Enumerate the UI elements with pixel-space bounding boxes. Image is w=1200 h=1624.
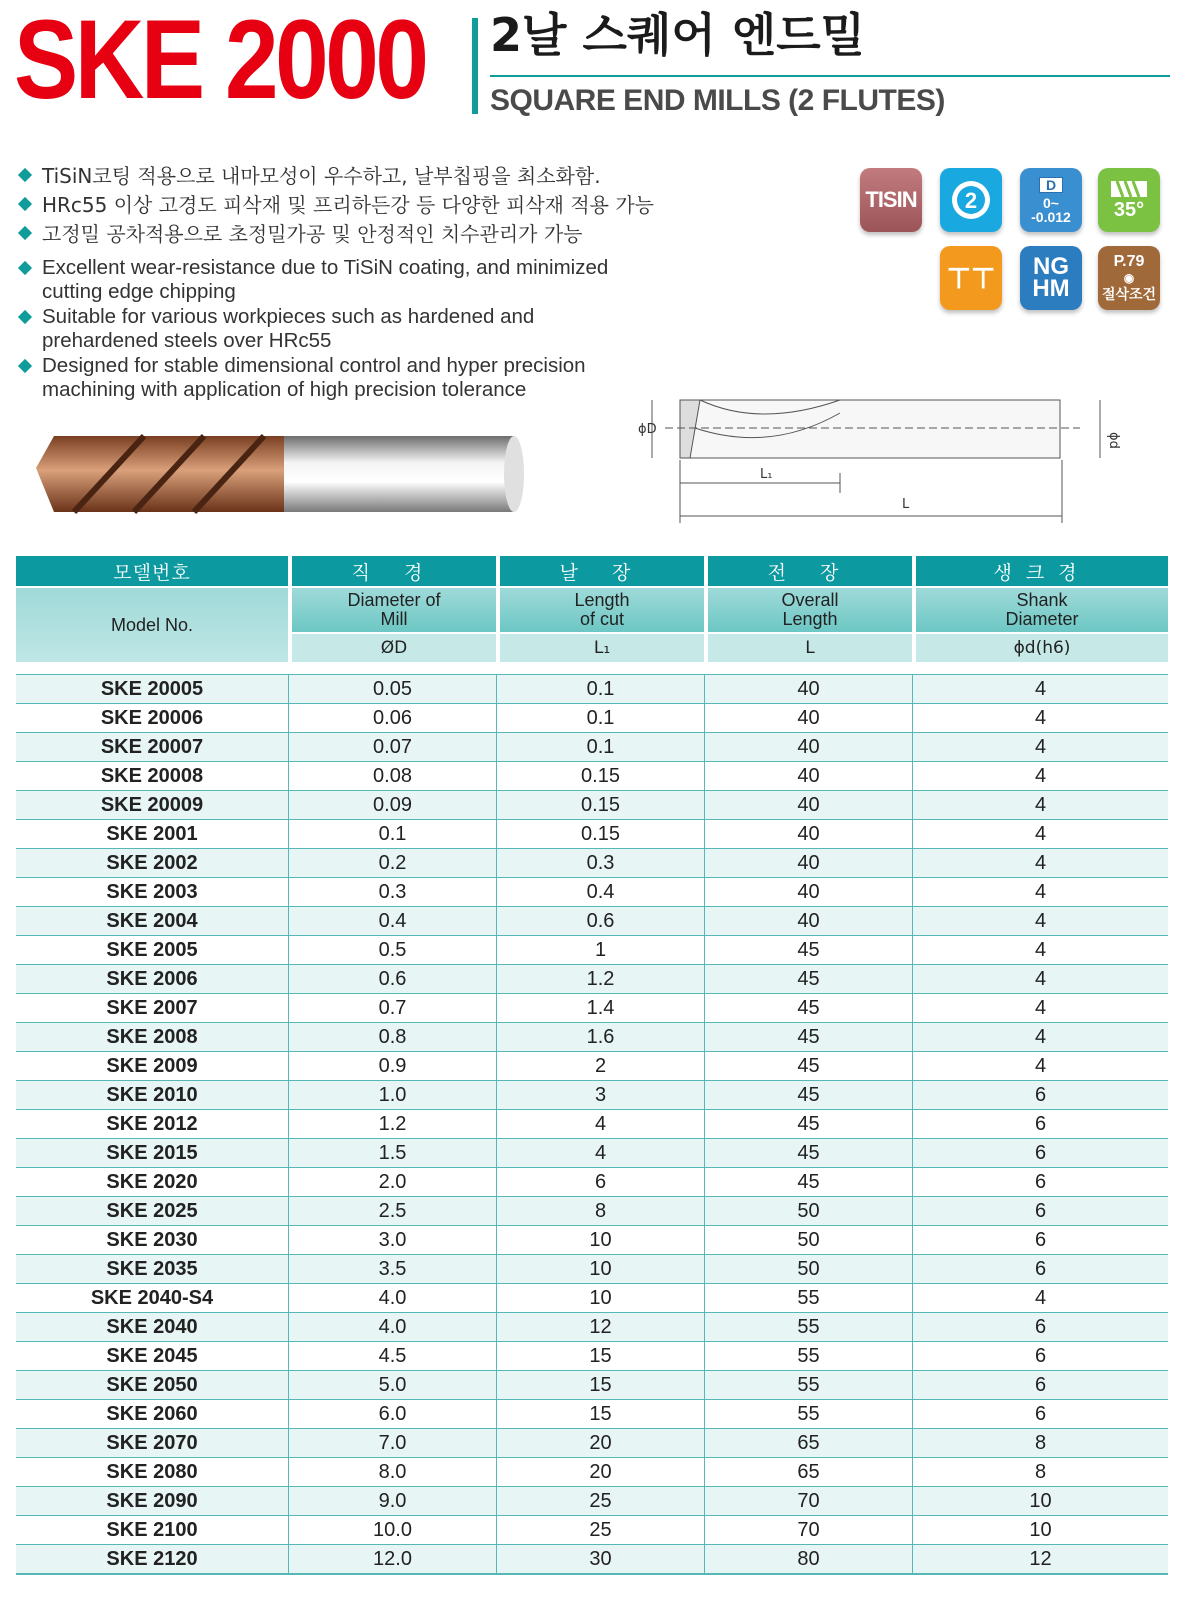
cell-shank-diameter: 4 (912, 964, 1168, 993)
table-row (16, 732, 1168, 761)
cell-diameter: 0.06 (288, 703, 496, 732)
cell-diameter: 10.0 (288, 1515, 496, 1544)
cell-diameter: 0.4 (288, 906, 496, 935)
cell-model: SKE 2045 (16, 1341, 288, 1370)
cell-model: SKE 2030 (16, 1225, 288, 1254)
cell-shank-diameter: 4 (912, 732, 1168, 761)
cell-model: SKE 2003 (16, 877, 288, 906)
cell-length-of-cut: 10 (496, 1225, 704, 1254)
cell-overall-length: 45 (704, 993, 912, 1022)
cell-model: SKE 2010 (16, 1080, 288, 1109)
cell-model: SKE 2040 (16, 1312, 288, 1341)
cell-diameter: 0.8 (288, 1022, 496, 1051)
table-header (16, 556, 1168, 674)
cell-diameter: 1.2 (288, 1109, 496, 1138)
col-header-shank-ko: 생크경 (912, 556, 1168, 586)
cell-shank-diameter: 6 (912, 1080, 1168, 1109)
cell-overall-length: 45 (704, 1167, 912, 1196)
feature-list-english (20, 256, 662, 403)
cell-length-of-cut: 3 (496, 1080, 704, 1109)
cell-model: SKE 20005 (16, 674, 288, 703)
cell-overall-length: 45 (704, 1109, 912, 1138)
col-header-diameter-en: Diameter of Mill (288, 586, 496, 632)
cell-shank-diameter: 6 (912, 1109, 1168, 1138)
cell-shank-diameter: 6 (912, 1138, 1168, 1167)
cell-diameter: 3.5 (288, 1254, 496, 1283)
cell-length-of-cut: 4 (496, 1109, 704, 1138)
cell-length-of-cut: 0.1 (496, 732, 704, 761)
coating-tisin-icon: TISIN (860, 168, 922, 232)
table-row (16, 703, 1168, 732)
cell-shank-diameter: 6 (912, 1196, 1168, 1225)
cell-diameter: 0.5 (288, 935, 496, 964)
table-row (16, 1051, 1168, 1080)
cell-overall-length: 55 (704, 1370, 912, 1399)
cell-model: SKE 2001 (16, 819, 288, 848)
col-header-model-ko: 모델번호 (16, 556, 288, 586)
cell-overall-length: 55 (704, 1341, 912, 1370)
cell-overall-length: 45 (704, 935, 912, 964)
cell-model: SKE 2070 (16, 1428, 288, 1457)
cell-overall-length: 45 (704, 964, 912, 993)
cell-model: SKE 2005 (16, 935, 288, 964)
table-row (16, 761, 1168, 790)
cell-diameter: 0.7 (288, 993, 496, 1022)
cell-model: SKE 2060 (16, 1399, 288, 1428)
cell-diameter: 0.6 (288, 964, 496, 993)
cell-model: SKE 2020 (16, 1167, 288, 1196)
dimension-drawing (640, 398, 1170, 538)
cell-overall-length: 40 (704, 906, 912, 935)
product-series-title: SKE 2000 (14, 0, 426, 122)
col-symbol-diameter: ØD (288, 632, 496, 662)
col-symbol-overall: L (704, 632, 912, 662)
cell-model: SKE 2120 (16, 1544, 288, 1575)
cell-overall-length: 40 (704, 732, 912, 761)
feature-list-korean (20, 162, 662, 249)
table-row (16, 790, 1168, 819)
cell-length-of-cut: 0.15 (496, 761, 704, 790)
two-flute-icon (940, 168, 1002, 232)
cell-shank-diameter: 6 (912, 1341, 1168, 1370)
cell-shank-diameter: 8 (912, 1457, 1168, 1486)
cell-length-of-cut: 4 (496, 1138, 704, 1167)
cell-model: SKE 2090 (16, 1486, 288, 1515)
table-row (16, 1254, 1168, 1283)
cell-overall-length: 65 (704, 1428, 912, 1457)
cell-overall-length: 55 (704, 1312, 912, 1341)
cell-model: SKE 2004 (16, 906, 288, 935)
cell-overall-length: 45 (704, 1051, 912, 1080)
cell-shank-diameter: 10 (912, 1486, 1168, 1515)
cell-length-of-cut: 10 (496, 1254, 704, 1283)
cell-diameter: 0.08 (288, 761, 496, 790)
col-symbol-shank: ϕd(h6) (912, 632, 1168, 662)
table-row (16, 1167, 1168, 1196)
cell-shank-diameter: 4 (912, 906, 1168, 935)
cell-diameter: 1.5 (288, 1138, 496, 1167)
cell-length-of-cut: 30 (496, 1544, 704, 1575)
cell-length-of-cut: 6 (496, 1167, 704, 1196)
cell-model: SKE 2015 (16, 1138, 288, 1167)
diamond-bullet-icon (18, 226, 32, 240)
cell-diameter: 0.07 (288, 732, 496, 761)
cell-model: SKE 2100 (16, 1515, 288, 1544)
cell-shank-diameter: 4 (912, 1022, 1168, 1051)
table-row (16, 1370, 1168, 1399)
cell-length-of-cut: 20 (496, 1457, 704, 1486)
cell-overall-length: 55 (704, 1283, 912, 1312)
cell-model: SKE 20006 (16, 703, 288, 732)
cell-length-of-cut: 0.6 (496, 906, 704, 935)
cell-length-of-cut: 1.4 (496, 993, 704, 1022)
cell-length-of-cut: 20 (496, 1428, 704, 1457)
table-row (16, 674, 1168, 703)
title-divider (472, 18, 478, 114)
cell-overall-length: 40 (704, 674, 912, 703)
product-title-korean: 2날 스퀘어 엔드밀 (490, 8, 866, 62)
cell-length-of-cut: 0.1 (496, 674, 704, 703)
cell-model: SKE 2025 (16, 1196, 288, 1225)
cell-model: SKE 2009 (16, 1051, 288, 1080)
cell-shank-diameter: 4 (912, 703, 1168, 732)
cell-diameter: 2.0 (288, 1167, 496, 1196)
table-row (16, 1544, 1168, 1575)
cell-overall-length: 45 (704, 1080, 912, 1109)
feature-item: HRc55 이상 고경도 피삭재 및 프리하든강 등 다양한 피삭재 적용 가능 (20, 191, 662, 220)
cell-shank-diameter: 4 (912, 848, 1168, 877)
cell-overall-length: 40 (704, 848, 912, 877)
table-row (16, 877, 1168, 906)
cell-shank-diameter: 8 (912, 1428, 1168, 1457)
cell-length-of-cut: 2 (496, 1051, 704, 1080)
cell-diameter: 6.0 (288, 1399, 496, 1428)
cell-length-of-cut: 0.3 (496, 848, 704, 877)
cell-model: SKE 2008 (16, 1022, 288, 1051)
cell-shank-diameter: 6 (912, 1225, 1168, 1254)
cell-diameter: 5.0 (288, 1370, 496, 1399)
cell-diameter: 0.05 (288, 674, 496, 703)
table-row (16, 993, 1168, 1022)
table-row (16, 1080, 1168, 1109)
cell-length-of-cut: 1.6 (496, 1022, 704, 1051)
cell-diameter: 4.0 (288, 1283, 496, 1312)
dim-phi-d-label: ϕD (638, 422, 657, 437)
cell-overall-length: 40 (704, 761, 912, 790)
table-row (16, 1515, 1168, 1544)
cell-diameter: 12.0 (288, 1544, 496, 1575)
cell-length-of-cut: 0.1 (496, 703, 704, 732)
cell-model: SKE 2035 (16, 1254, 288, 1283)
col-header-shank-en: Shank Diameter (912, 586, 1168, 632)
cell-diameter: 0.9 (288, 1051, 496, 1080)
cell-diameter: 4.5 (288, 1341, 496, 1370)
cell-length-of-cut: 8 (496, 1196, 704, 1225)
diamond-bullet-icon (18, 197, 32, 211)
cell-shank-diameter: 4 (912, 877, 1168, 906)
cell-length-of-cut: 0.4 (496, 877, 704, 906)
square-end-icon: ⊤⊤ (940, 246, 1002, 310)
diamond-bullet-icon (18, 261, 32, 275)
cell-length-of-cut: 15 (496, 1370, 704, 1399)
cell-diameter: 3.0 (288, 1225, 496, 1254)
cell-overall-length: 50 (704, 1196, 912, 1225)
cell-overall-length: 45 (704, 1022, 912, 1051)
cell-model: SKE 2040-S4 (16, 1283, 288, 1312)
cell-overall-length: 50 (704, 1254, 912, 1283)
table-row (16, 1109, 1168, 1138)
table-row (16, 1428, 1168, 1457)
cell-shank-diameter: 4 (912, 1051, 1168, 1080)
cell-length-of-cut: 15 (496, 1341, 704, 1370)
diamond-bullet-icon (18, 359, 32, 373)
dim-l1-label: L₁ (760, 467, 773, 482)
table-row (16, 1486, 1168, 1515)
table-row (16, 1022, 1168, 1051)
cell-length-of-cut: 0.15 (496, 790, 704, 819)
cell-overall-length: 40 (704, 790, 912, 819)
diamond-bullet-icon (18, 310, 32, 324)
cell-shank-diameter: 6 (912, 1370, 1168, 1399)
col-header-model-en: Model No. (16, 586, 288, 662)
spec-table (16, 556, 1168, 1575)
cell-shank-diameter: 4 (912, 993, 1168, 1022)
dim-phi-shank-label: ϕd (1106, 432, 1121, 449)
cell-shank-diameter: 12 (912, 1544, 1168, 1575)
cell-shank-diameter: 4 (912, 674, 1168, 703)
cell-model: SKE 20009 (16, 790, 288, 819)
feature-item: Designed for stable dimensional control and hyper precision machining with application of high precision tolerance (20, 354, 622, 402)
cell-overall-length: 40 (704, 877, 912, 906)
cell-shank-diameter: 10 (912, 1515, 1168, 1544)
cell-overall-length: 40 (704, 703, 912, 732)
table-row (16, 1138, 1168, 1167)
table-row (16, 1399, 1168, 1428)
table-row (16, 1312, 1168, 1341)
product-title-english: SQUARE END MILLS (2 FLUTES) (490, 84, 945, 117)
cell-model: SKE 20007 (16, 732, 288, 761)
cell-shank-diameter: 6 (912, 1399, 1168, 1428)
cell-model: SKE 20008 (16, 761, 288, 790)
table-row (16, 1283, 1168, 1312)
table-row (16, 819, 1168, 848)
cell-shank-diameter: 4 (912, 790, 1168, 819)
col-header-length-cut-ko: 날 장 (496, 556, 704, 586)
cell-overall-length: 70 (704, 1515, 912, 1544)
cell-diameter: 0.09 (288, 790, 496, 819)
cell-diameter: 1.0 (288, 1080, 496, 1109)
table-row (16, 1457, 1168, 1486)
cell-length-of-cut: 0.15 (496, 819, 704, 848)
col-header-length-cut-en: Length of cut (496, 586, 704, 632)
col-header-overall-ko: 전 장 (704, 556, 912, 586)
diamond-bullet-icon (18, 168, 32, 182)
cell-shank-diameter: 4 (912, 819, 1168, 848)
tolerance-icon: D 0~ -0.012 (1020, 168, 1082, 232)
cutting-condition-icon: P.79 ◉ 절삭조건 (1098, 246, 1160, 310)
cell-length-of-cut: 1 (496, 935, 704, 964)
helix-angle-icon: 35° (1098, 168, 1160, 232)
cell-model: SKE 2002 (16, 848, 288, 877)
cell-overall-length: 50 (704, 1225, 912, 1254)
cell-model: SKE 2006 (16, 964, 288, 993)
cell-diameter: 4.0 (288, 1312, 496, 1341)
table-row (16, 1341, 1168, 1370)
table-row (16, 848, 1168, 877)
table-row (16, 1196, 1168, 1225)
cell-length-of-cut: 25 (496, 1515, 704, 1544)
feature-item: 고정밀 공차적용으로 초정밀가공 및 안정적인 치수관리가 가능 (20, 220, 662, 249)
cell-length-of-cut: 15 (496, 1399, 704, 1428)
col-symbol-length-cut: L₁ (496, 632, 704, 662)
table-row (16, 935, 1168, 964)
cell-diameter: 2.5 (288, 1196, 496, 1225)
cell-overall-length: 45 (704, 1138, 912, 1167)
cell-length-of-cut: 25 (496, 1486, 704, 1515)
cell-shank-diameter: 6 (912, 1312, 1168, 1341)
cell-shank-diameter: 4 (912, 935, 1168, 964)
cell-diameter: 7.0 (288, 1428, 496, 1457)
feature-item: Suitable for various workpieces such as hardened and prehardened steels over HRc55 (20, 305, 622, 353)
cell-overall-length: 55 (704, 1399, 912, 1428)
cell-length-of-cut: 10 (496, 1283, 704, 1312)
cell-diameter: 9.0 (288, 1486, 496, 1515)
cell-overall-length: 65 (704, 1457, 912, 1486)
cell-shank-diameter: 4 (912, 761, 1168, 790)
cell-model: SKE 2080 (16, 1457, 288, 1486)
cell-overall-length: 40 (704, 819, 912, 848)
dim-l-label: L (902, 497, 910, 512)
col-header-diameter-ko: 직 경 (288, 556, 496, 586)
cell-diameter: 8.0 (288, 1457, 496, 1486)
table-row (16, 964, 1168, 993)
cell-diameter: 0.2 (288, 848, 496, 877)
cell-overall-length: 80 (704, 1544, 912, 1575)
cell-diameter: 0.3 (288, 877, 496, 906)
cell-model: SKE 2050 (16, 1370, 288, 1399)
cell-model: SKE 2007 (16, 993, 288, 1022)
cell-length-of-cut: 1.2 (496, 964, 704, 993)
cell-length-of-cut: 12 (496, 1312, 704, 1341)
feature-item: Excellent wear-resistance due to TiSiN coating, and minimized cutting edge chipping (20, 256, 662, 304)
feature-item: TiSiN코팅 적용으로 내마모성이 우수하고, 날부칩핑을 최소화함. (20, 162, 662, 191)
cell-model: SKE 2012 (16, 1109, 288, 1138)
end-mill-product-image (34, 428, 524, 520)
cell-shank-diameter: 4 (912, 1283, 1168, 1312)
cell-diameter: 0.1 (288, 819, 496, 848)
svg-text:2: 2 (964, 188, 978, 213)
title-underline (490, 75, 1170, 77)
table-row (16, 906, 1168, 935)
cell-overall-length: 70 (704, 1486, 912, 1515)
cell-shank-diameter: 6 (912, 1254, 1168, 1283)
cell-shank-diameter: 6 (912, 1167, 1168, 1196)
col-header-overall-en: Overall Length (704, 586, 912, 632)
table-body (16, 674, 1168, 1575)
ng-hm-icon: NG HM (1020, 246, 1082, 310)
table-row (16, 1225, 1168, 1254)
